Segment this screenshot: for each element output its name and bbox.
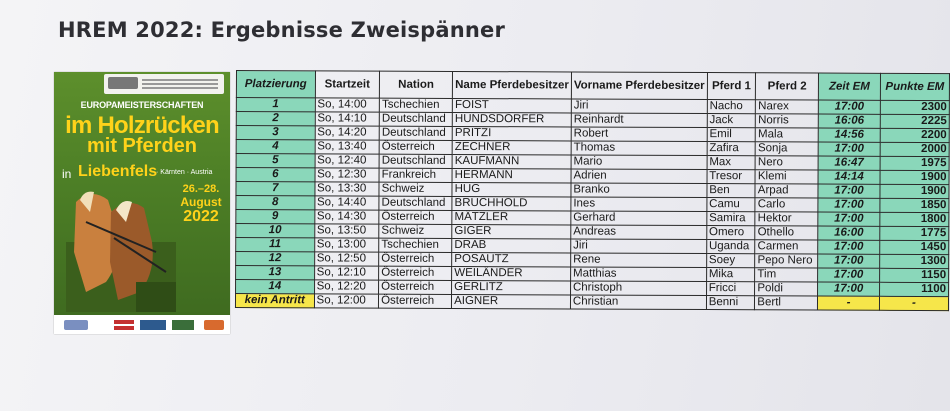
cell-punkte: 1850 xyxy=(880,198,949,212)
cell-pferd1: Uganda xyxy=(706,240,755,254)
cell-nation: Österreich xyxy=(379,210,452,224)
cell-vorname: Robert xyxy=(571,127,707,142)
cell-startzeit: So, 14:20 xyxy=(315,126,380,140)
cell-nation: Österreich xyxy=(379,294,452,308)
cell-pferd1: Soey xyxy=(706,254,755,268)
sponsor-logo-icon xyxy=(140,320,166,330)
cell-name: GIGER xyxy=(452,224,571,239)
cell-zeit: 17:00 xyxy=(818,254,880,268)
cell-startzeit: So, 12:40 xyxy=(315,154,380,168)
cell-punkte: 1775 xyxy=(880,226,949,240)
header-startzeit: Startzeit xyxy=(315,71,380,98)
austria-flag-icon xyxy=(114,320,134,330)
cell-name: DRAB xyxy=(452,238,571,253)
cell-platzierung: 1 xyxy=(236,98,315,112)
cell-platzierung: 12 xyxy=(236,252,315,266)
cell-startzeit: So, 12:50 xyxy=(314,252,379,266)
cell-zeit: 16:06 xyxy=(818,114,880,128)
poster-year: 2022 xyxy=(183,208,219,225)
cell-nation: Schweiz xyxy=(379,182,452,196)
cell-nation: Deutschland xyxy=(379,154,452,168)
cell-nation: Frankreich xyxy=(379,168,452,182)
cell-zeit: 17:00 xyxy=(818,282,880,296)
cell-punkte: 2225 xyxy=(880,114,949,128)
cell-zeit: 17:00 xyxy=(818,184,880,198)
header-platzierung: Platzierung xyxy=(236,71,315,98)
cell-startzeit: So, 13:00 xyxy=(314,238,379,252)
cell-zeit: 17:00 xyxy=(818,240,880,254)
cell-platzierung: 10 xyxy=(236,224,315,238)
cell-pferd2: Nero xyxy=(755,156,818,170)
cell-pferd2: Carlo xyxy=(755,198,818,212)
cell-vorname: Andreas xyxy=(571,225,707,240)
cell-pferd2: Hektor xyxy=(755,212,818,226)
cell-nation: Österreich xyxy=(379,140,452,154)
cell-startzeit: So, 12:30 xyxy=(315,168,380,182)
cell-vorname: Branko xyxy=(571,183,707,198)
cell-platzierung: 14 xyxy=(236,280,315,294)
cell-pferd1: Tresor xyxy=(707,170,756,184)
cell-vorname: Rene xyxy=(571,253,707,268)
cell-zeit: 14:56 xyxy=(818,128,880,142)
cell-pferd2: Norris xyxy=(756,114,819,128)
cell-name: ZECHNER xyxy=(452,140,571,155)
cell-startzeit: So, 13:40 xyxy=(315,140,380,154)
cell-pferd1: Mika xyxy=(706,268,755,282)
cell-platzierung: 13 xyxy=(236,266,315,280)
cell-punkte: 2000 xyxy=(880,142,949,156)
cell-startzeit: So, 14:00 xyxy=(315,98,380,112)
cell-zeit: 17:00 xyxy=(818,212,880,226)
cell-name: BRUCHHOLD xyxy=(452,196,571,211)
cell-vorname: Christian xyxy=(570,295,706,310)
poster-month: August xyxy=(180,195,222,209)
cell-punkte: - xyxy=(879,296,948,310)
cell-name: HUG xyxy=(452,182,571,197)
cell-platzierung: 5 xyxy=(236,154,315,168)
poster-line-pferden: mit Pferden xyxy=(86,135,198,157)
poster-dates: 26.–28. xyxy=(182,183,220,195)
cell-pferd2: Mala xyxy=(756,128,819,142)
cell-punkte: 1800 xyxy=(880,212,949,226)
cell-vorname: Reinhardt xyxy=(571,113,707,128)
cell-pferd2: Arpad xyxy=(755,184,818,198)
cell-pferd2: Tim xyxy=(755,268,818,282)
cell-vorname: Mario xyxy=(571,155,707,170)
cell-platzierung: 3 xyxy=(236,126,315,140)
cell-nation: Österreich xyxy=(379,252,452,266)
table-header-row xyxy=(236,71,949,101)
poster-in: in xyxy=(62,167,72,181)
logo-text-lines xyxy=(142,79,218,81)
cell-nation: Deutschland xyxy=(379,126,452,140)
cell-zeit: 17:00 xyxy=(818,142,880,156)
cell-startzeit: So, 13:50 xyxy=(314,224,379,238)
cell-platzierung: 11 xyxy=(236,238,315,252)
cell-pferd1: Omero xyxy=(706,226,755,240)
cell-zeit: 14:14 xyxy=(818,170,880,184)
cell-zeit: 17:00 xyxy=(818,198,880,212)
cell-platzierung: 8 xyxy=(236,196,315,210)
horse-cart-logo-icon xyxy=(108,77,138,89)
cell-pferd1: Samira xyxy=(707,212,756,226)
cell-platzierung: 7 xyxy=(236,182,315,196)
cell-vorname: Gerhard xyxy=(571,211,707,226)
cell-zeit: 17:00 xyxy=(819,100,881,114)
cell-punkte: 1975 xyxy=(880,156,949,170)
header-name: Name Pferdebesitzer xyxy=(453,71,572,99)
organizer-logo xyxy=(104,74,224,94)
cell-name: GERLITZ xyxy=(452,280,571,295)
sponsor-logo-icon xyxy=(204,320,224,330)
cell-nation: Tschechien xyxy=(379,98,452,112)
cell-pferd1: Benni xyxy=(706,296,755,310)
cell-punkte: 1300 xyxy=(879,254,948,268)
cell-punkte: 1900 xyxy=(880,170,949,184)
sponsor-logo-icon xyxy=(172,320,194,330)
cell-platzierung: 4 xyxy=(236,140,315,154)
cell-pferd2: Carmen xyxy=(755,240,818,254)
cell-name: MÄTZLER xyxy=(452,210,571,225)
cell-startzeit: So, 14:10 xyxy=(315,112,380,126)
page-title: HREM 2022: Ergebnisse Zweispänner xyxy=(58,18,506,42)
cell-pferd1: Max xyxy=(707,156,756,170)
cell-startzeit: So, 13:30 xyxy=(315,182,380,196)
cell-startzeit: So, 14:30 xyxy=(314,210,379,224)
cell-startzeit: So, 12:10 xyxy=(314,266,379,280)
cell-name: WEILÄNDER xyxy=(452,266,571,281)
cell-nation: Tschechien xyxy=(379,238,452,252)
cell-zeit: - xyxy=(818,296,880,310)
cell-vorname: Jiri xyxy=(571,99,707,114)
cell-zeit: 17:00 xyxy=(818,268,880,282)
cell-name: PRITZI xyxy=(452,126,571,141)
cell-zeit: 16:47 xyxy=(818,156,880,170)
header-punkte: Punkte EM xyxy=(880,73,949,100)
cell-pferd1: Ben xyxy=(707,184,756,198)
header-zeit: Zeit EM xyxy=(819,73,881,100)
cell-name: AIGNER xyxy=(452,294,571,309)
cell-startzeit: So, 12:00 xyxy=(314,294,379,308)
cell-pferd2: Klemi xyxy=(755,170,818,184)
horses-illustration xyxy=(66,182,176,312)
cell-punkte: 1100 xyxy=(879,282,948,296)
cell-vorname: Christoph xyxy=(570,281,706,296)
cell-zeit: 16:00 xyxy=(818,226,880,240)
cell-punkte: 1900 xyxy=(880,184,949,198)
cell-punkte: 2300 xyxy=(880,100,949,114)
header-nation: Nation xyxy=(379,71,452,98)
cell-vorname: Thomas xyxy=(571,141,707,156)
cell-pferd2: Othello xyxy=(755,226,818,240)
cell-pferd1: Camu xyxy=(707,198,756,212)
cell-startzeit: So, 12:20 xyxy=(314,280,379,294)
cell-pferd2: Sonja xyxy=(755,142,818,156)
cell-punkte: 2200 xyxy=(880,128,949,142)
cell-pferd2: Poldi xyxy=(755,282,818,296)
poster-region: · Kärnten · Austria xyxy=(156,169,213,176)
event-poster xyxy=(54,72,230,334)
cell-name: HERMANN xyxy=(452,168,571,183)
table-row xyxy=(235,294,948,311)
cell-platzierung: 6 xyxy=(236,168,315,182)
cell-pferd2: Narex xyxy=(756,100,819,114)
cell-name: FOIST xyxy=(452,98,571,113)
cell-punkte: 1450 xyxy=(880,240,949,254)
cell-pferd1: Emil xyxy=(707,128,756,142)
header-vorname: Vorname Pferdebesitzer xyxy=(571,72,707,100)
cell-vorname: Jiri xyxy=(571,239,707,254)
cell-name: HUNDSDORFER xyxy=(452,112,571,127)
poster-line-holzruecken: im Holzrücken xyxy=(65,112,219,139)
cell-pferd1: Jack xyxy=(707,114,756,128)
cell-platzierung: kein Antritt xyxy=(235,294,314,308)
cell-nation: Österreich xyxy=(379,266,452,280)
sponsor-logo-icon xyxy=(64,320,88,330)
cell-nation: Deutschland xyxy=(379,112,452,126)
cell-platzierung: 9 xyxy=(236,210,315,224)
cell-nation: Österreich xyxy=(379,280,452,294)
cell-startzeit: So, 14:40 xyxy=(314,196,379,210)
header-pferd2: Pferd 2 xyxy=(756,73,819,100)
cell-punkte: 1150 xyxy=(879,268,948,282)
cell-nation: Schweiz xyxy=(379,224,452,238)
cell-pferd1: Zafira xyxy=(707,142,756,156)
header-pferd1: Pferd 1 xyxy=(707,73,756,100)
cell-name: KAUFMANN xyxy=(452,154,571,169)
results-table xyxy=(235,70,950,311)
cell-pferd1: Fricci xyxy=(706,282,755,296)
cell-pferd1: Nacho xyxy=(707,100,756,114)
cell-pferd2: Bertl xyxy=(755,296,818,310)
cell-platzierung: 2 xyxy=(236,112,315,126)
cell-vorname: Adrien xyxy=(571,169,707,184)
cell-name: POSAUTZ xyxy=(452,252,571,267)
poster-line-championship: EUROPAMEISTERSCHAFTEN xyxy=(80,100,204,110)
cell-nation: Deutschland xyxy=(379,196,452,210)
cell-vorname: Matthias xyxy=(571,267,707,282)
cell-vorname: Ines xyxy=(571,197,707,212)
poster-place: Liebenfels xyxy=(78,163,158,180)
cell-pferd2: Pepo Nero xyxy=(755,254,818,268)
